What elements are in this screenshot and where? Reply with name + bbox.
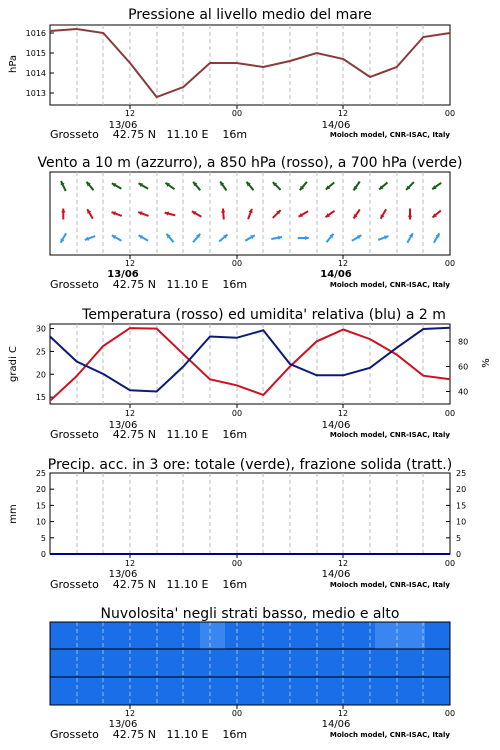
cloud-cell	[75, 649, 101, 677]
x-tick-label: 12	[337, 109, 349, 118]
pressure-line	[50, 29, 450, 97]
y-tick-label: 20	[35, 485, 46, 495]
cloud-cell	[200, 622, 226, 649]
y-tick-label: 25	[35, 347, 46, 357]
y-tick-label: 20	[456, 485, 467, 495]
x-tick-label: 00	[444, 259, 456, 268]
date-label: 14/06	[321, 569, 351, 580]
cloud-cell	[100, 622, 126, 649]
cloud-title: Nuvolosita' negli strati basso, medio e alto	[100, 606, 400, 622]
precipitation-ylabel: mm	[8, 504, 19, 524]
cloud-cell	[125, 649, 151, 677]
y-tick-label: 1016	[25, 29, 46, 38]
cloud-cell	[125, 677, 151, 705]
cloud-cell	[175, 649, 201, 677]
cloud-cell	[400, 677, 426, 705]
cloud-xaxis	[50, 709, 455, 741]
cloud-cell	[300, 649, 326, 677]
y-tick-label: 1015	[25, 49, 46, 58]
cloud-cell	[150, 677, 176, 705]
cloud-cell	[275, 649, 301, 677]
temperature-frame	[50, 324, 450, 404]
y-tick-label: 60	[458, 362, 469, 372]
cloud-cell	[300, 622, 326, 649]
x-tick-label: 00	[444, 109, 456, 118]
y-tick-label: 25	[456, 469, 467, 478]
cloud-cell	[425, 622, 451, 649]
y-tick-label: 1014	[25, 69, 46, 78]
cloud-cell	[225, 622, 251, 649]
source-label: Moloch model, CNR-ISAC, Italy	[329, 731, 450, 739]
cloud-cell	[150, 622, 176, 649]
x-tick-label: 12	[124, 559, 136, 568]
temperature-title: Temperatura (rosso) ed umidita' relativa (blu) a 2 m	[82, 307, 446, 323]
cloud-cell	[350, 677, 376, 705]
date-label: 13/06	[108, 719, 138, 730]
date-label: 13/06	[108, 569, 138, 580]
wind-title: Vento a 10 m (azzurro), a 850 hPa (rosso), a 700 hPa (verde)	[37, 155, 463, 171]
x-tick-label: 00	[231, 259, 243, 268]
location-label: Grosseto 42.75 N 11.10 E 16m	[50, 278, 248, 291]
x-tick-label: 12	[124, 709, 136, 718]
x-tick-label: 00	[231, 409, 243, 418]
cloud-cell	[425, 649, 451, 677]
location-label: Grosseto 42.75 N 11.10 E 16m	[50, 728, 248, 741]
y-tick-label: 40	[458, 387, 469, 397]
date-label: 14/06	[321, 120, 351, 131]
cloud-cell	[150, 649, 176, 677]
date-label: 14/06	[321, 420, 351, 431]
y-tick-label: 20	[35, 370, 46, 380]
humidity-line	[50, 328, 450, 392]
source-label: Moloch model, CNR-ISAC, Italy	[329, 431, 450, 439]
pressure-ylabel: hPa	[8, 54, 19, 74]
date-label: 13/06	[108, 120, 138, 131]
cloud-cell	[350, 622, 376, 649]
temperature-xaxis	[50, 409, 455, 441]
x-tick-label: 00	[231, 109, 243, 118]
cloud-cell	[325, 677, 351, 705]
x-tick-label: 00	[231, 709, 243, 718]
precipitation-frame	[50, 473, 450, 554]
date-label: 13/06	[108, 420, 138, 431]
x-tick-label: 00	[231, 559, 243, 568]
x-tick-label: 12	[337, 409, 349, 418]
pressure-panel	[8, 7, 455, 141]
cloud-cell	[400, 649, 426, 677]
cloud-cell	[75, 677, 101, 705]
wind-arrow-head	[221, 209, 225, 213]
y-tick-label: 10	[35, 517, 46, 527]
source-label: Moloch model, CNR-ISAC, Italy	[329, 281, 450, 289]
cloud-cell	[175, 622, 201, 649]
temperature-ylabel: gradi C	[8, 346, 19, 382]
y-tick-label: 15	[35, 393, 46, 403]
cloud-cell	[200, 677, 226, 705]
cloud-cell	[125, 622, 151, 649]
y-tick-label: 25	[35, 469, 46, 478]
temperature-yticks	[36, 325, 54, 403]
x-tick-label: 12	[337, 559, 349, 568]
source-label: Moloch model, CNR-ISAC, Italy	[329, 581, 450, 589]
location-label: Grosseto 42.75 N 11.10 E 16m	[50, 578, 248, 591]
cloud-cell	[300, 677, 326, 705]
cloud-cell	[400, 622, 426, 649]
x-tick-label: 12	[337, 259, 349, 268]
date-label: 13/06	[107, 269, 139, 280]
cloud-cell	[325, 622, 351, 649]
wind-arrow-head	[408, 216, 412, 220]
y-tick-label: 0	[456, 550, 462, 559]
source-label: Moloch model, CNR-ISAC, Italy	[329, 131, 450, 139]
humidity-ylabel: %	[481, 358, 492, 368]
cloud-cell	[325, 649, 351, 677]
pressure-title: Pressione al livello medio del mare	[128, 7, 372, 23]
y-tick-label: 0	[40, 550, 46, 559]
cloud-cell	[50, 622, 76, 649]
wind-arrow-head	[305, 236, 309, 240]
cloud-cell	[225, 677, 251, 705]
y-tick-label: 80	[458, 337, 469, 347]
y-tick-label: 10	[456, 517, 467, 527]
x-tick-label: 12	[124, 109, 136, 118]
cloud-cell	[50, 677, 76, 705]
cloud-cell	[75, 622, 101, 649]
date-label: 14/06	[320, 269, 352, 280]
cloud-cell	[100, 677, 126, 705]
wind-arrows	[61, 181, 442, 243]
y-tick-label: 15	[35, 501, 46, 511]
cloud-cell	[200, 649, 226, 677]
cloud-cell	[225, 649, 251, 677]
x-tick-label: 12	[124, 259, 136, 268]
y-tick-label: 15	[456, 501, 467, 511]
location-label: Grosseto 42.75 N 11.10 E 16m	[50, 128, 248, 141]
temperature-panel	[8, 307, 492, 441]
x-tick-label: 12	[337, 709, 349, 718]
cloud-cell	[275, 622, 301, 649]
precipitation-panel	[8, 457, 466, 591]
date-label: 14/06	[321, 719, 351, 730]
cloud-cells	[50, 622, 451, 705]
humidity-yticks	[446, 338, 468, 397]
precipitation-title: Precip. acc. in 3 ore: totale (verde), frazione solida (tratt.)	[47, 457, 453, 473]
cloud-cell	[425, 677, 451, 705]
cloud-cell	[50, 649, 76, 677]
x-tick-label: 12	[124, 409, 136, 418]
pressure-grid	[77, 25, 423, 109]
y-tick-label: 30	[35, 324, 46, 334]
precipitation-grid	[77, 473, 423, 558]
y-tick-label: 1013	[25, 89, 46, 98]
cloud-cell	[100, 649, 126, 677]
temperature-line	[50, 328, 450, 401]
cloud-cell	[175, 677, 201, 705]
precipitation-yticks	[36, 469, 466, 559]
wind-panel	[37, 155, 462, 291]
x-tick-label: 00	[444, 709, 456, 718]
x-tick-label: 00	[444, 559, 456, 568]
y-tick-label: 5	[40, 533, 46, 543]
y-tick-label: 5	[456, 533, 462, 543]
cloud-cell	[275, 677, 301, 705]
location-label: Grosseto 42.75 N 11.10 E 16m	[50, 428, 248, 441]
pressure-xaxis	[50, 109, 455, 141]
cloud-panel	[50, 606, 455, 741]
x-tick-label: 00	[444, 409, 456, 418]
wind-xaxis	[50, 259, 455, 291]
cloud-cell	[350, 649, 376, 677]
wind-arrow-head	[61, 209, 65, 213]
precipitation-xaxis	[50, 559, 455, 591]
